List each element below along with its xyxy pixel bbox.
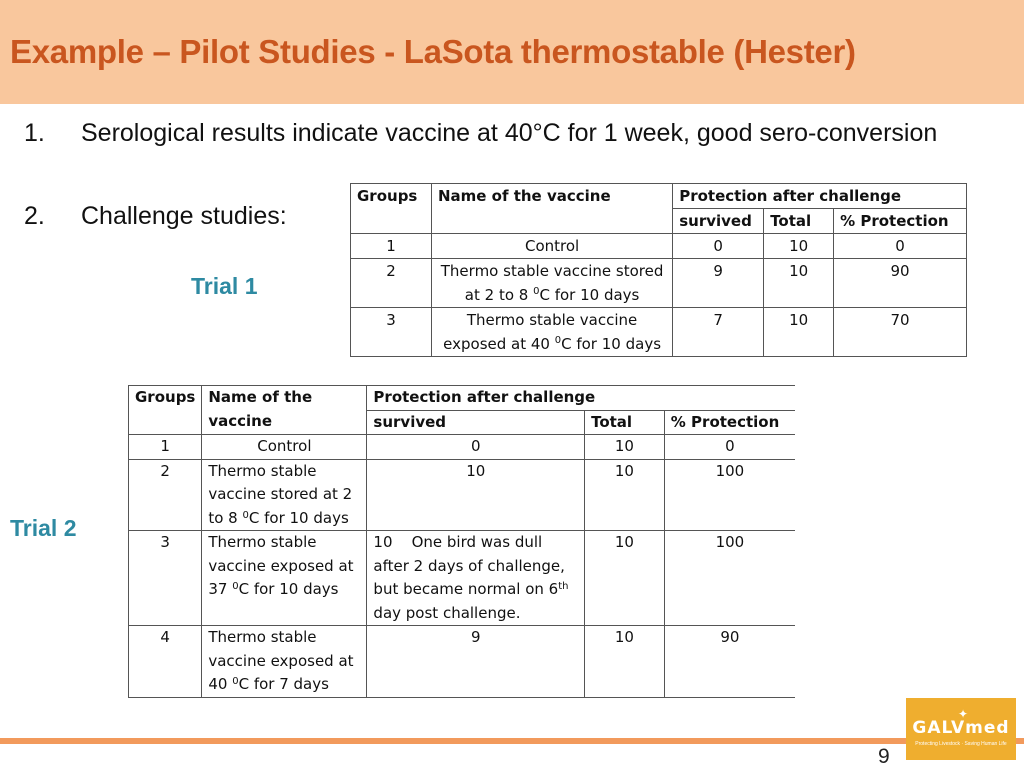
cell-survived: 9 (367, 626, 585, 698)
cell-survived: 10 (367, 459, 585, 531)
cell-total: 10 (585, 459, 665, 531)
vaccine-name-text: Thermo stable vaccine stored at 2 to 8 (208, 461, 353, 527)
vaccine-name-text-end: C for 10 days (539, 286, 640, 304)
vaccine-name-text: Control (524, 237, 580, 255)
vaccine-name-text: Control (257, 437, 312, 455)
table-row (351, 308, 967, 357)
cell-group: 2 (351, 259, 432, 308)
page-number: 9 (878, 745, 890, 768)
vaccine-name-text: Thermo stable vaccine stored at 2 to 8 (440, 262, 664, 304)
title-banner (0, 0, 1024, 104)
cell-total: 10 (585, 531, 665, 626)
header-total: Total (764, 209, 834, 234)
degree-superscript: 0 (232, 676, 239, 687)
cell-vaccine-name (431, 308, 672, 357)
header-vaccine-name: Name of the vaccine (202, 386, 367, 435)
cell-survived: 0 (673, 234, 764, 259)
vaccine-name-text-end: C for 10 days (561, 335, 662, 353)
cell-total: 10 (585, 435, 665, 460)
degree-superscript: 0 (242, 509, 249, 521)
cell-group: 4 (129, 626, 202, 698)
vaccine-name-text: Thermo stable vaccine exposed at 37 (208, 533, 354, 598)
trial-1-label: Trial 1 (191, 273, 258, 299)
cell-percent: 0 (834, 234, 967, 259)
trial-2-table (128, 385, 795, 698)
logo-tagline: Protecting Livestock · Saving Human Life (915, 741, 1007, 747)
header-total: Total (585, 410, 665, 435)
survived-note: One bird was dull after 2 days of challenge, but became normal on 6 (373, 533, 565, 598)
header-groups: Groups (129, 386, 202, 435)
cell-total: 10 (764, 259, 834, 308)
cell-group: 2 (129, 459, 202, 531)
trial-1-table (350, 183, 967, 357)
bullet-item (24, 200, 287, 232)
vaccine-name-text: Thermo stable vaccine exposed at 40 (443, 311, 638, 353)
logo-text: GALVmed (912, 718, 1010, 738)
header-survived: survived (367, 410, 585, 435)
cell-vaccine-name (202, 531, 367, 626)
galvmed-logo (906, 698, 1016, 760)
cell-survived: 9 (673, 259, 764, 308)
cell-percent: 0 (664, 435, 795, 460)
header-protection: Protection after challenge (673, 184, 967, 209)
bullet-text: Serological results indicate vaccine at 40°C for 1 week, good sero-conversion (81, 119, 938, 147)
cell-vaccine-name (202, 626, 367, 698)
trial-2-label: Trial 2 (10, 515, 77, 541)
bird-icon: ✦ (958, 707, 969, 721)
footer-divider (0, 738, 1024, 744)
header-vaccine-name: Name of the vaccine (431, 184, 672, 234)
bullet-number: 2. (24, 202, 45, 230)
table-row (129, 459, 796, 531)
cell-group: 3 (351, 308, 432, 357)
vaccine-name-text-end: C for 7 days (238, 675, 329, 693)
cell-total: 10 (764, 308, 834, 357)
survived-value: 10 (373, 533, 393, 551)
header-groups: Groups (351, 184, 432, 234)
header-percent-protection: % Protection (834, 209, 967, 234)
degree-superscript: 0 (554, 335, 562, 346)
cell-vaccine-name (202, 435, 367, 460)
table-row (351, 234, 967, 259)
header-protection: Protection after challenge (367, 386, 795, 411)
cell-group: 1 (351, 234, 432, 259)
slide-title: Example – Pilot Studies - LaSota thermostable (Hester) (10, 33, 856, 70)
header-percent-protection: % Protection (664, 410, 795, 435)
cell-percent: 100 (664, 531, 795, 626)
cell-survived: 7 (673, 308, 764, 357)
ordinal-superscript: th (558, 581, 569, 592)
cell-percent: 70 (834, 308, 967, 357)
degree-superscript: 0 (533, 286, 540, 297)
cell-percent: 90 (664, 626, 795, 698)
vaccine-name-text-end: C for 10 days (238, 580, 339, 598)
bullet-number: 1. (24, 119, 45, 147)
cell-vaccine-name (431, 234, 672, 259)
survived-note-end: day post challenge. (373, 603, 521, 622)
cell-vaccine-name (431, 259, 672, 308)
cell-total: 10 (764, 234, 834, 259)
cell-survived (367, 531, 585, 626)
table-row (351, 259, 967, 308)
cell-percent: 100 (664, 459, 795, 531)
table-header-row (129, 386, 796, 411)
table-row (129, 435, 796, 460)
table-row (129, 531, 796, 626)
vaccine-name-text: Thermo stable vaccine exposed at 40 (208, 628, 354, 693)
degree-superscript: 0 (232, 581, 239, 592)
bullet-text: Challenge studies: (81, 202, 287, 230)
table-header-row (351, 184, 967, 209)
vaccine-name-text-end: C for 10 days (248, 508, 349, 527)
cell-percent: 90 (834, 259, 967, 308)
table-row (129, 626, 796, 698)
bullet-item (24, 117, 971, 149)
cell-total: 10 (585, 626, 665, 698)
header-survived: survived (673, 209, 764, 234)
cell-group: 3 (129, 531, 202, 626)
cell-group: 1 (129, 435, 202, 460)
cell-survived: 0 (367, 435, 585, 460)
cell-vaccine-name (202, 459, 367, 531)
